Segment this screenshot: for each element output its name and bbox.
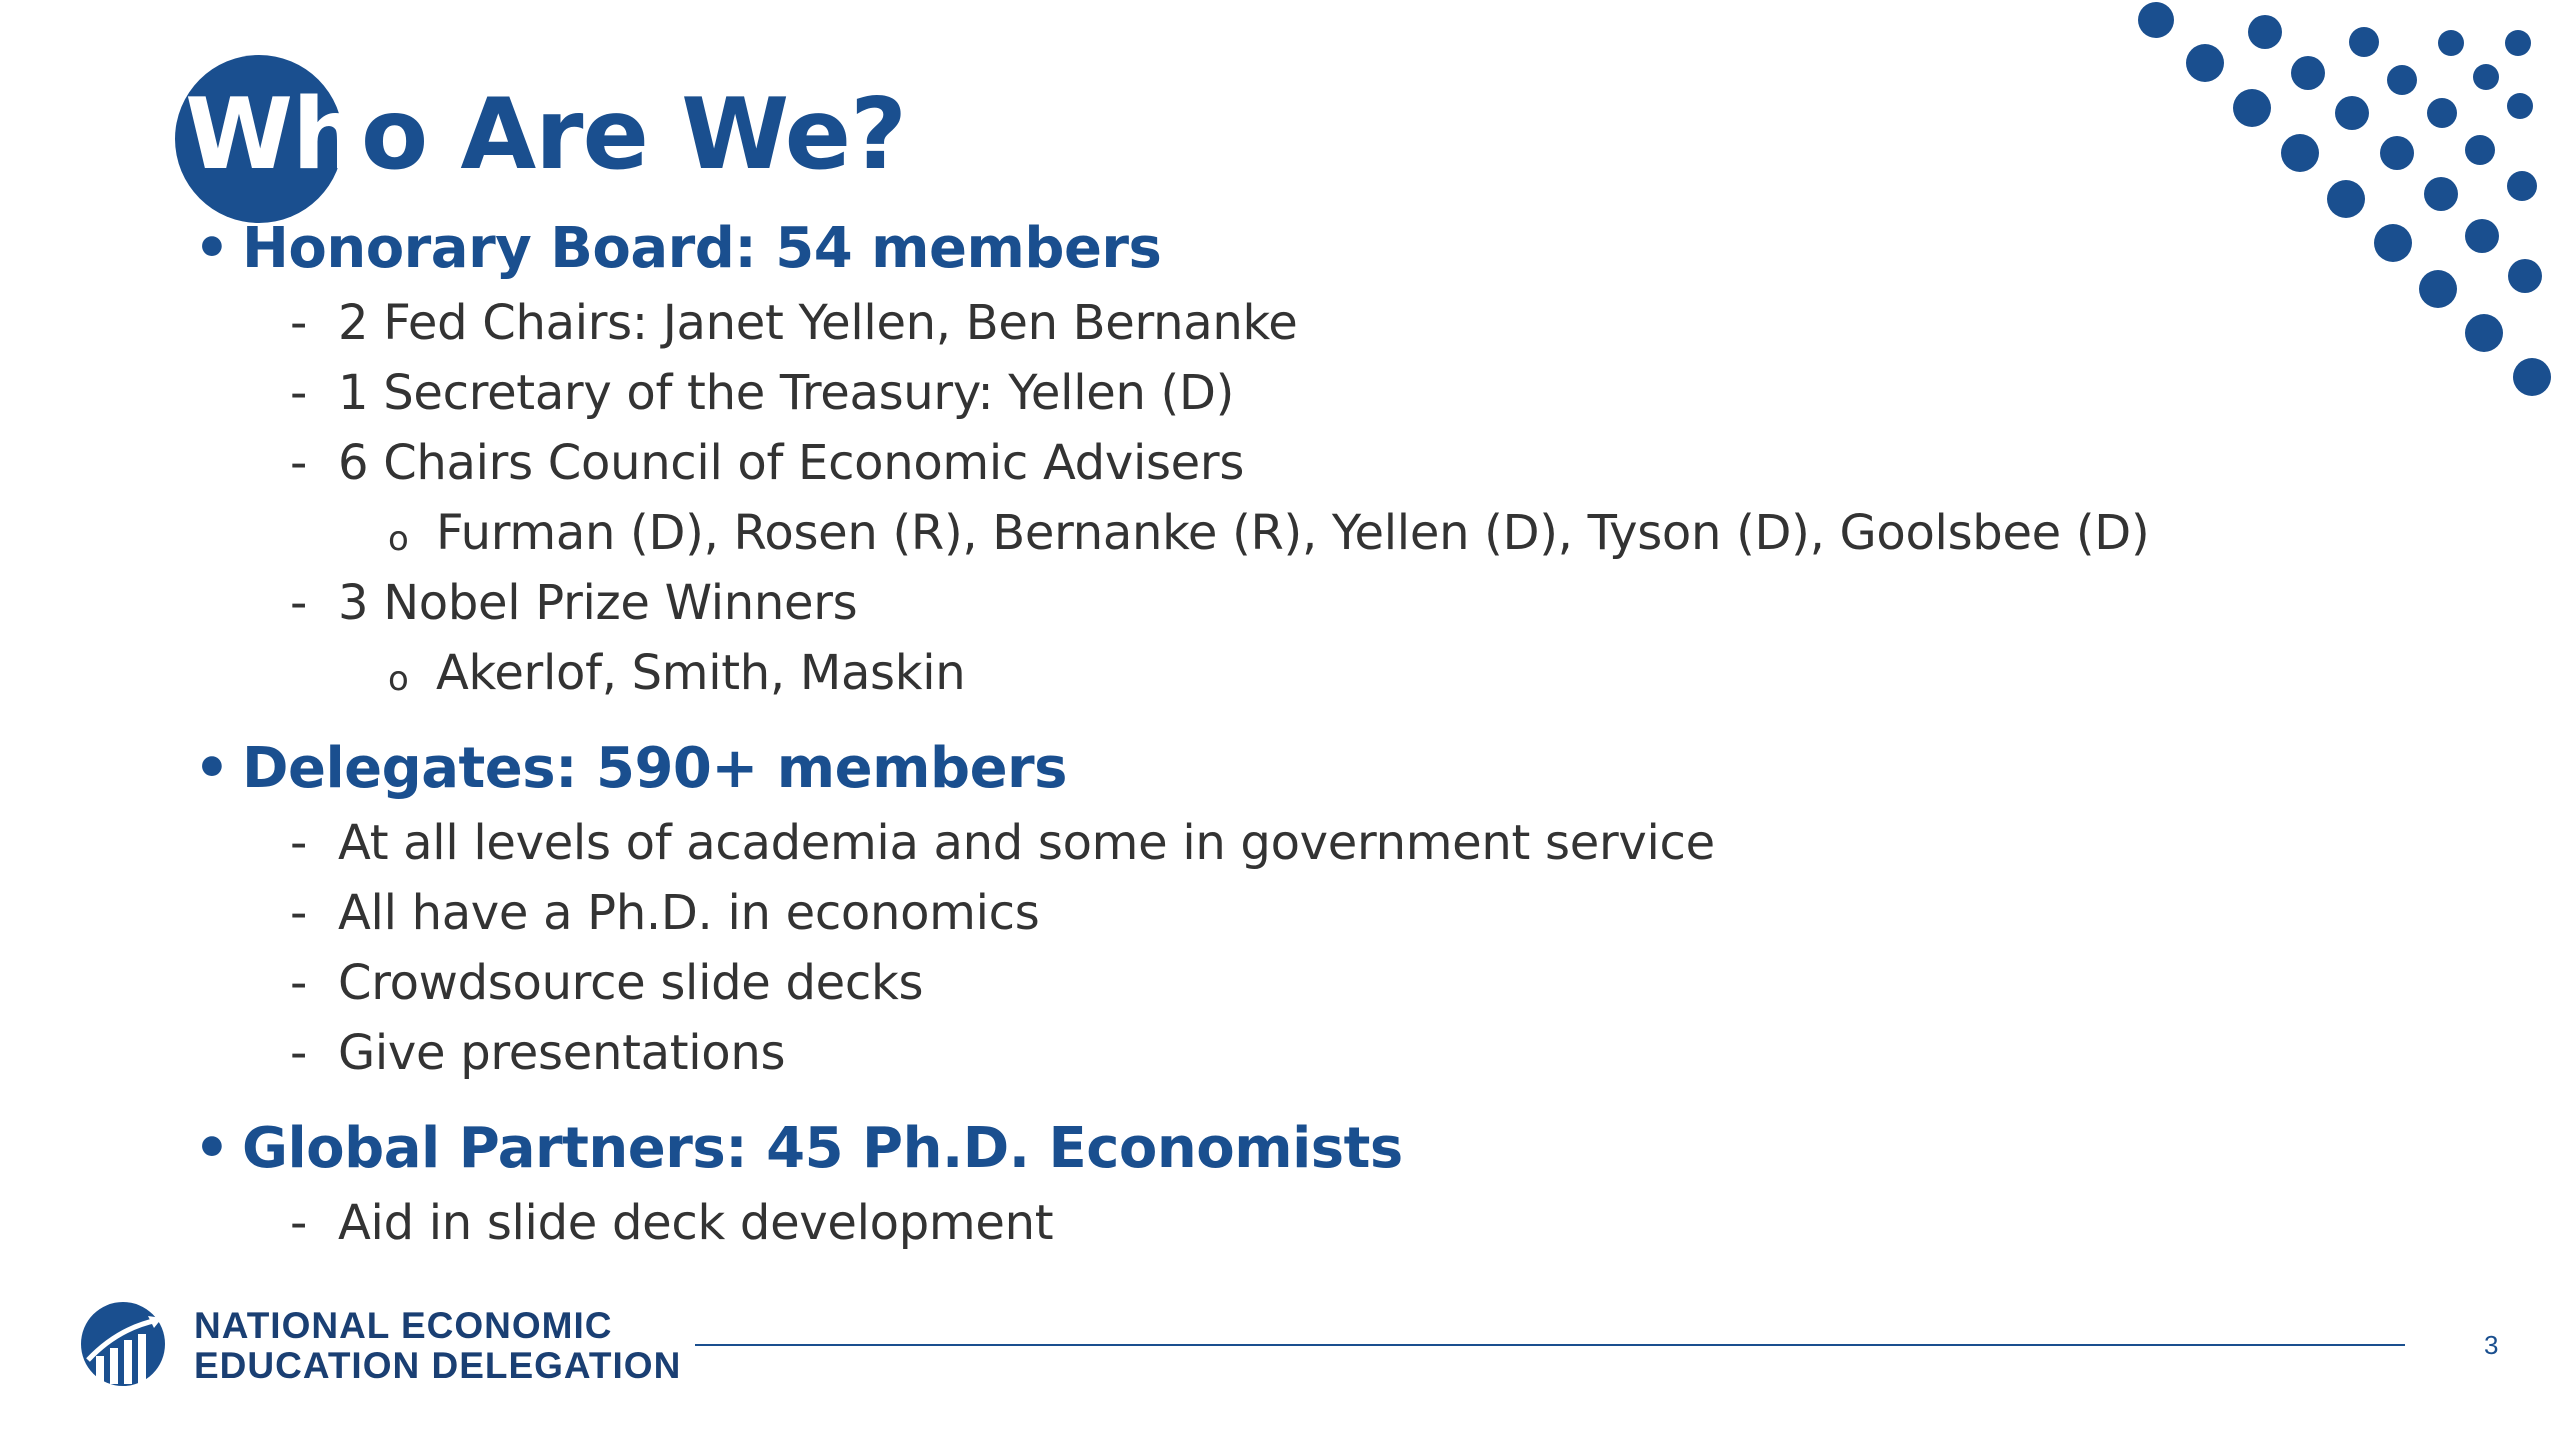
- sub-list-item-text: Furman (D), Rosen (R), Bernanke (R), Yellen (D), Tyson (D), Goolsbee (D): [436, 505, 2150, 561]
- dash-icon: -: [290, 885, 308, 941]
- section-heading: [190, 210, 2340, 288]
- section-heading: [190, 1110, 2340, 1188]
- bullet-icon: •: [194, 216, 230, 281]
- section-heading-text: Honorary Board: 54 members: [242, 216, 1162, 281]
- slide-title: [185, 70, 906, 200]
- org-name-line2: EDUCATION DELEGATION: [194, 1345, 682, 1386]
- dash-icon: -: [290, 1025, 308, 1081]
- slide-title-part1: Wh: [185, 78, 361, 192]
- list-item: [190, 358, 2340, 428]
- dash-icon: -: [290, 365, 308, 421]
- list-item-text: 2 Fed Chairs: Janet Yellen, Ben Bernanke: [338, 295, 1298, 351]
- list-item: [190, 1188, 2340, 1258]
- footer-divider: [695, 1344, 2405, 1346]
- list-item: [190, 948, 2340, 1018]
- section-heading-text: Global Partners: 45 Ph.D. Economists: [242, 1116, 1403, 1181]
- list-item-text: Aid in slide deck development: [338, 1195, 1054, 1251]
- list-item-text: All have a Ph.D. in economics: [338, 885, 1040, 941]
- list-item: [190, 808, 2340, 878]
- page-number: 3: [2484, 1330, 2499, 1360]
- dash-icon: -: [290, 295, 308, 351]
- slide-title-part2: o Are We?: [360, 78, 906, 192]
- sub-list-item: [190, 638, 2340, 708]
- org-name: [194, 1306, 681, 1386]
- section-heading: [190, 730, 2340, 808]
- dash-icon: -: [290, 1195, 308, 1251]
- bullet-icon: •: [194, 1116, 230, 1181]
- list-item-text: At all levels of academia and some in government service: [338, 815, 1715, 871]
- dash-icon: -: [290, 575, 308, 631]
- circle-bullet-icon: o: [388, 659, 409, 699]
- list-item: [190, 428, 2340, 498]
- sub-list-item-text: Akerlof, Smith, Maskin: [436, 645, 966, 701]
- list-item: [190, 568, 2340, 638]
- section-heading-text: Delegates: 590+ members: [242, 736, 1067, 801]
- dash-icon: -: [290, 815, 308, 871]
- dash-icon: -: [290, 435, 308, 491]
- list-item: [190, 878, 2340, 948]
- sub-list-item: [190, 498, 2340, 568]
- list-item: [190, 1018, 2340, 1088]
- bullet-icon: •: [194, 736, 230, 801]
- slide-content: [190, 210, 2340, 1258]
- list-item: [190, 288, 2340, 358]
- org-name-line1: NATIONAL ECONOMIC: [194, 1305, 613, 1346]
- dash-icon: -: [290, 955, 308, 1011]
- list-item-text: 3 Nobel Prize Winners: [338, 575, 858, 631]
- circle-bullet-icon: o: [388, 519, 409, 559]
- list-item-text: 1 Secretary of the Treasury: Yellen (D): [338, 365, 1235, 421]
- list-item-text: 6 Chairs Council of Economic Advisers: [338, 435, 1245, 491]
- need-logo-icon: [78, 1298, 168, 1390]
- list-item-text: Crowdsource slide decks: [338, 955, 924, 1011]
- list-item-text: Give presentations: [338, 1025, 786, 1081]
